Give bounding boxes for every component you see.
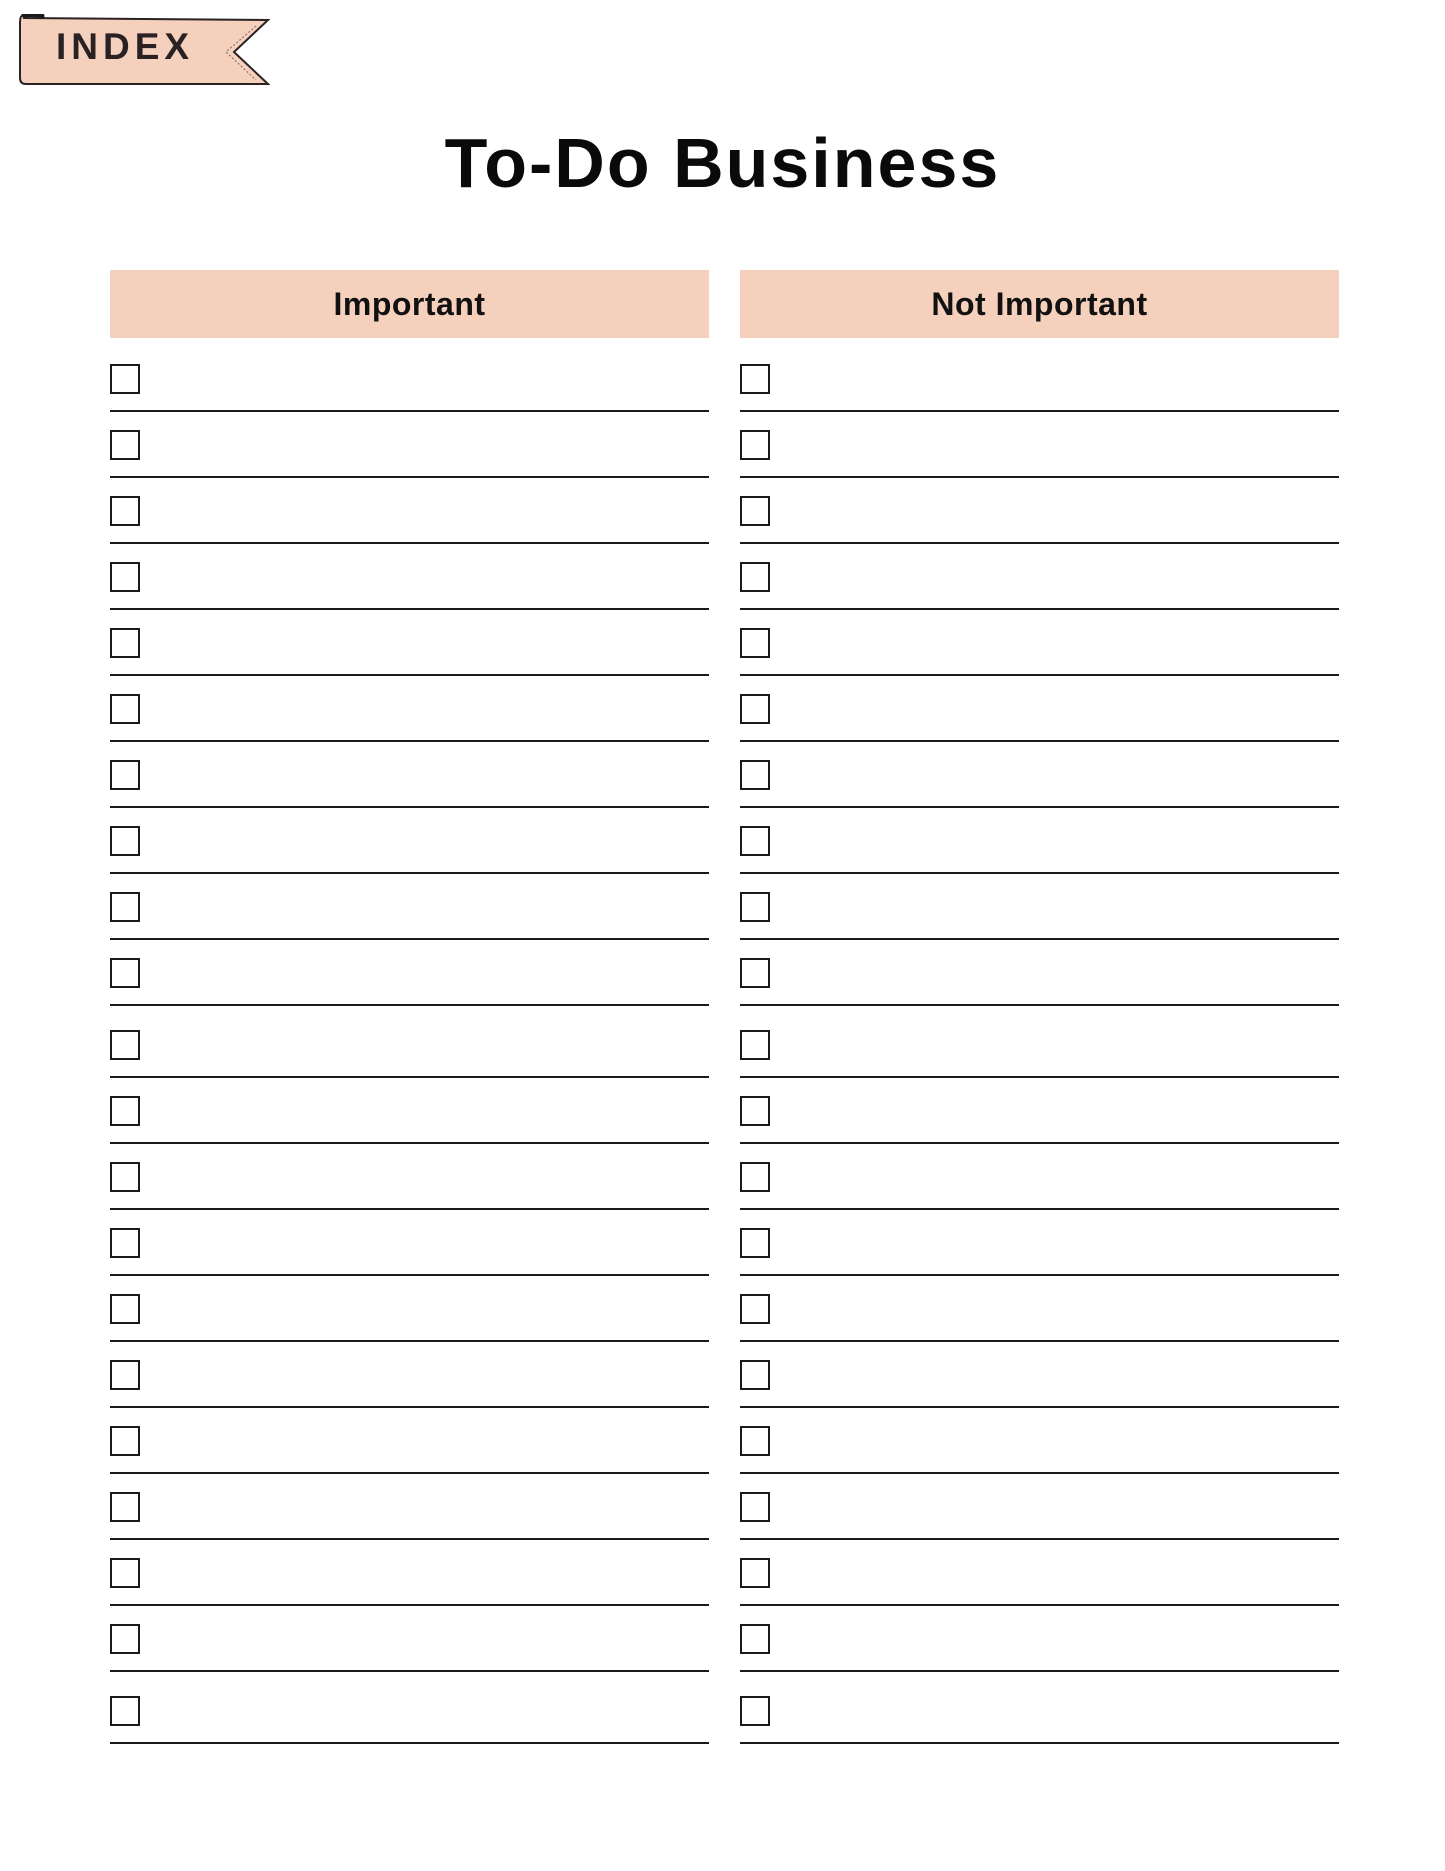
important-task-row[interactable] (110, 478, 709, 544)
important-task-checkbox[interactable] (110, 694, 140, 724)
not-important-task-checkbox[interactable] (740, 1558, 770, 1588)
important-column-header: Important (110, 270, 709, 338)
not-important-task-checkbox[interactable] (740, 1294, 770, 1324)
important-task-checkbox[interactable] (110, 430, 140, 460)
not-important-task-row[interactable] (740, 1540, 1339, 1606)
not-important-task-checkbox[interactable] (740, 1096, 770, 1126)
important-task-row[interactable] (110, 1474, 709, 1540)
index-tab-button[interactable] (18, 14, 270, 88)
not-important-task-row[interactable] (740, 1408, 1339, 1474)
not-important-task-row[interactable] (740, 1078, 1339, 1144)
not-important-task-row[interactable] (740, 1276, 1339, 1342)
not-important-task-checkbox[interactable] (740, 430, 770, 460)
not-important-task-row[interactable] (740, 338, 1339, 412)
important-task-row[interactable] (110, 1606, 709, 1672)
not-important-task-checkbox[interactable] (740, 1030, 770, 1060)
not-important-task-row[interactable] (740, 1006, 1339, 1078)
not-important-task-row[interactable] (740, 544, 1339, 610)
not-important-task-row[interactable] (740, 610, 1339, 676)
important-task-checkbox[interactable] (110, 1426, 140, 1456)
important-task-row[interactable] (110, 1672, 709, 1744)
not-important-task-row[interactable] (740, 412, 1339, 478)
important-task-checkbox[interactable] (110, 562, 140, 592)
not-important-task-checkbox[interactable] (740, 958, 770, 988)
important-task-row[interactable] (110, 1210, 709, 1276)
not-important-task-row[interactable] (740, 1474, 1339, 1540)
important-task-row[interactable] (110, 610, 709, 676)
important-task-row[interactable] (110, 1144, 709, 1210)
page-title: To-Do Business (444, 124, 1001, 202)
not-important-task-checkbox[interactable] (740, 628, 770, 658)
important-task-checkbox[interactable] (110, 1162, 140, 1192)
not-important-task-checkbox[interactable] (740, 1624, 770, 1654)
not-important-task-row[interactable] (740, 1210, 1339, 1276)
important-task-checkbox[interactable] (110, 1492, 140, 1522)
important-task-checkbox[interactable] (110, 1360, 140, 1390)
important-task-row[interactable] (110, 1006, 709, 1078)
not-important-task-list (740, 338, 1339, 1744)
important-task-row[interactable] (110, 874, 709, 940)
not-important-task-checkbox[interactable] (740, 496, 770, 526)
not-important-column-header: Not Important (740, 270, 1339, 338)
not-important-task-checkbox[interactable] (740, 1360, 770, 1390)
not-important-task-row[interactable] (740, 478, 1339, 544)
not-important-task-checkbox[interactable] (740, 1162, 770, 1192)
not-important-task-checkbox[interactable] (740, 826, 770, 856)
not-important-task-checkbox[interactable] (740, 694, 770, 724)
important-task-list (110, 338, 709, 1744)
important-task-checkbox[interactable] (110, 496, 140, 526)
not-important-task-checkbox[interactable] (740, 562, 770, 592)
important-task-row[interactable] (110, 1078, 709, 1144)
important-task-row[interactable] (110, 1342, 709, 1408)
important-task-checkbox[interactable] (110, 1228, 140, 1258)
not-important-task-checkbox[interactable] (740, 364, 770, 394)
index-tab-label[interactable]: INDEX (56, 26, 195, 67)
important-task-checkbox[interactable] (110, 364, 140, 394)
important-task-checkbox[interactable] (110, 1624, 140, 1654)
important-task-row[interactable] (110, 676, 709, 742)
important-task-checkbox[interactable] (110, 1558, 140, 1588)
not-important-task-checkbox[interactable] (740, 892, 770, 922)
not-important-task-row[interactable] (740, 874, 1339, 940)
important-task-row[interactable] (110, 1408, 709, 1474)
important-task-checkbox[interactable] (110, 1096, 140, 1126)
not-important-task-row[interactable] (740, 940, 1339, 1006)
not-important-task-row[interactable] (740, 808, 1339, 874)
important-task-row[interactable] (110, 940, 709, 1006)
important-task-row[interactable] (110, 808, 709, 874)
important-task-checkbox[interactable] (110, 826, 140, 856)
important-task-checkbox[interactable] (110, 892, 140, 922)
important-task-row[interactable] (110, 412, 709, 478)
important-task-row[interactable] (110, 338, 709, 412)
important-task-checkbox[interactable] (110, 760, 140, 790)
not-important-column (740, 270, 1339, 1744)
not-important-task-row[interactable] (740, 742, 1339, 808)
important-task-row[interactable] (110, 1540, 709, 1606)
important-task-checkbox[interactable] (110, 1294, 140, 1324)
important-task-checkbox[interactable] (110, 628, 140, 658)
not-important-task-checkbox[interactable] (740, 1426, 770, 1456)
not-important-task-row[interactable] (740, 1144, 1339, 1210)
not-important-task-row[interactable] (740, 1606, 1339, 1672)
important-column (110, 270, 709, 1744)
not-important-task-checkbox[interactable] (740, 760, 770, 790)
important-task-row[interactable] (110, 1276, 709, 1342)
not-important-task-row[interactable] (740, 1672, 1339, 1744)
not-important-task-checkbox[interactable] (740, 1228, 770, 1258)
important-task-checkbox[interactable] (110, 958, 140, 988)
not-important-task-row[interactable] (740, 676, 1339, 742)
not-important-task-checkbox[interactable] (740, 1696, 770, 1726)
not-important-task-checkbox[interactable] (740, 1492, 770, 1522)
not-important-task-row[interactable] (740, 1342, 1339, 1408)
important-task-checkbox[interactable] (110, 1696, 140, 1726)
important-task-row[interactable] (110, 742, 709, 808)
important-task-checkbox[interactable] (110, 1030, 140, 1060)
important-task-row[interactable] (110, 544, 709, 610)
